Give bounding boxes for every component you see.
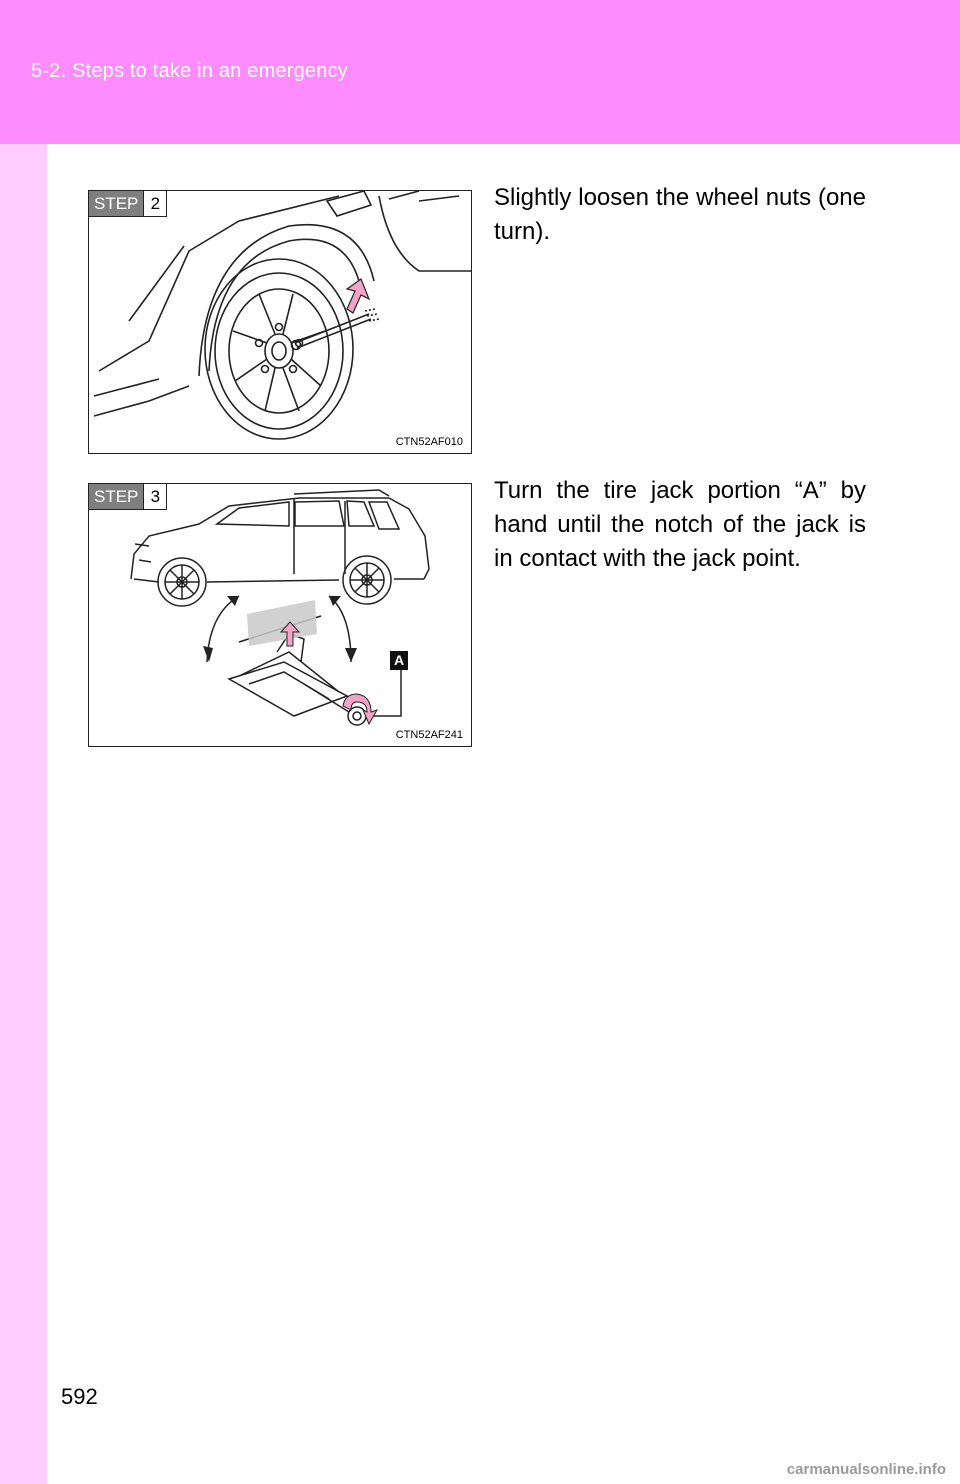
step-2-badge (89, 191, 167, 217)
section-title: 5-2. Steps to take in an emergency (31, 60, 348, 82)
side-strip (0, 144, 47, 1484)
step-label: STEP (89, 484, 143, 509)
watermark[interactable]: carmanualsonline.info (786, 1461, 946, 1478)
figure-code: CTN52AF010 (395, 436, 463, 448)
step-number: 3 (143, 484, 166, 509)
jack-positioning-drawing (89, 484, 472, 747)
page-header (0, 0, 960, 144)
wheel-nut-loosening-drawing (89, 191, 472, 454)
step-label: STEP (89, 191, 143, 216)
figure-code: CTN52AF241 (395, 729, 463, 741)
step-3-illustration (88, 483, 472, 747)
step-3-badge (89, 484, 167, 510)
step-3-instruction: Turn the tire jack portion “A” by hand until the notch of the jack is in contact with the jack point. (494, 477, 866, 572)
step-2-instruction: Slightly loosen the wheel nuts (one turn). (494, 184, 866, 245)
callout-label-a: A (390, 651, 408, 670)
step-number: 2 (143, 191, 166, 216)
step-2-illustration (88, 190, 472, 454)
page-number: 592 (61, 1384, 98, 1409)
